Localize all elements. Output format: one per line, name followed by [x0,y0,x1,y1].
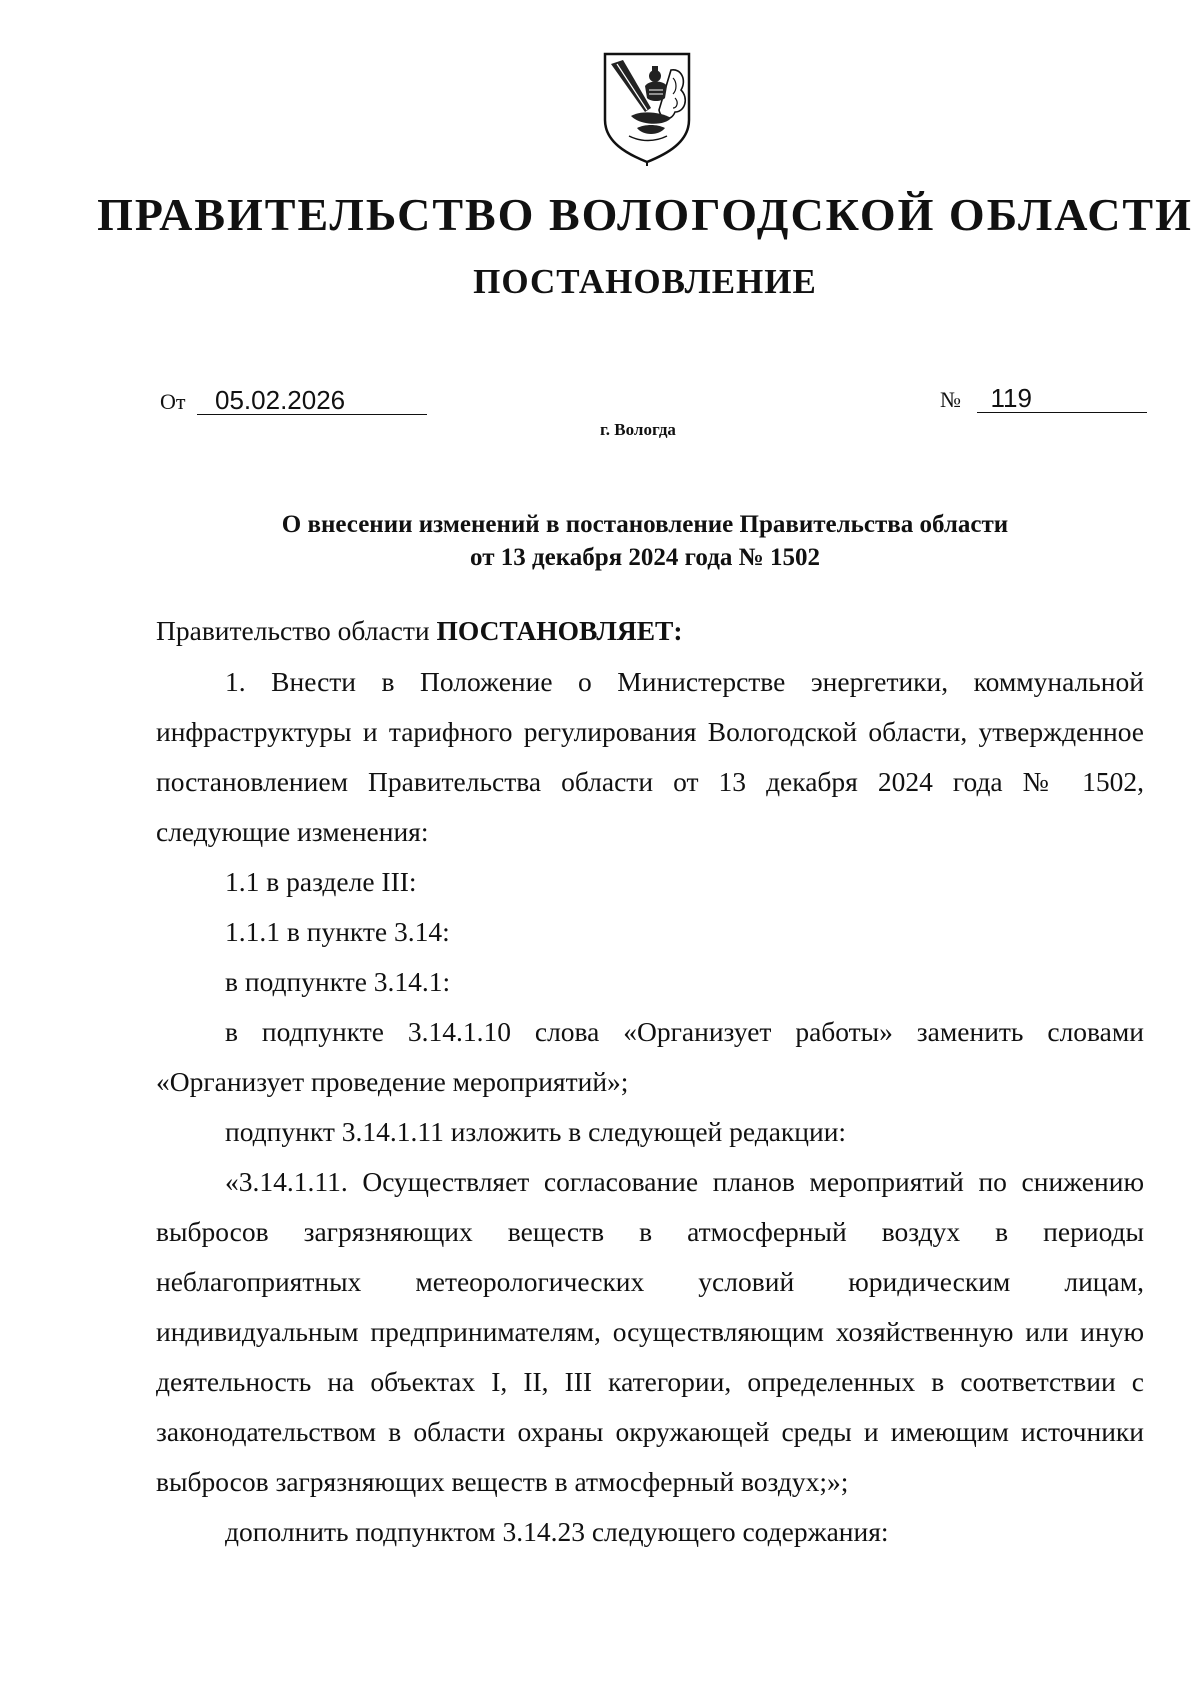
lead-resolves: ПОСТАНОВЛЯЕТ: [436,615,683,646]
paragraph-4: в подпункте 3.14.1: [225,966,451,997]
paragraph-2: 1.1 в разделе III: [225,866,417,897]
vologda-coat-of-arms-icon [601,50,693,166]
number-value: 119 [977,384,1147,413]
number-field [940,384,1147,413]
paragraph-6: подпункт 3.14.1.11 изложить в следующей редакции: [225,1116,847,1147]
resolution-lead [156,606,1144,656]
paragraph-7: «3.14.1.11. Осуществляет согласование планов мероприятий по снижению выбросов загрязняющих веществ в атмосферный воздух в периоды неблагоприятных метеорологических условий юридическим лицам, индивидуальным предпринимателям, осуществляющим хозяйственную или иную деятельность на объектах I, II, III категории, определенных в соответствии с законодательством в области охраны окружающей среды и имеющим источники выбросов загрязняющих веществ в атмосферный воздух;»; [156,1166,1144,1497]
document-body [156,606,1144,1557]
date-field [160,386,427,415]
date-prefix: От [160,389,186,414]
paragraph-8: дополнить подпунктом 3.14.23 следующего содержания: [225,1516,889,1547]
government-title: ПРАВИТЕЛЬСТВО ВОЛОГОДСКОЙ ОБЛАСТИ [97,189,1193,240]
document-subject [0,508,1200,574]
subject-line-1: О внесении изменений в постановление Правительства области [281,511,1009,538]
lead-prefix: Правительство области [156,615,437,646]
number-prefix: № [940,387,961,412]
subject-line-2: от 13 декабря 2024 года № 1502 [470,544,820,571]
paragraph-5: в подпункте 3.14.1.10 слова «Организует работы» заменить словами «Организует проведение мероприятий»; [156,1016,1144,1097]
paragraph-1: 1. Внести в Положение о Министерстве энергетики, коммунальной инфраструктуры и тарифного регулирования Вологодской области, утвержденное постановлением Правительства области от 13 декабря 2024 года № 1502, следующие изменения: [156,666,1144,847]
document-type: ПОСТАНОВЛЕНИЕ [473,262,817,301]
paragraph-3: 1.1.1 в пункте 3.14: [225,916,450,947]
city: г. Вологда [600,420,676,439]
date-value: 05.02.2026 [197,386,427,415]
